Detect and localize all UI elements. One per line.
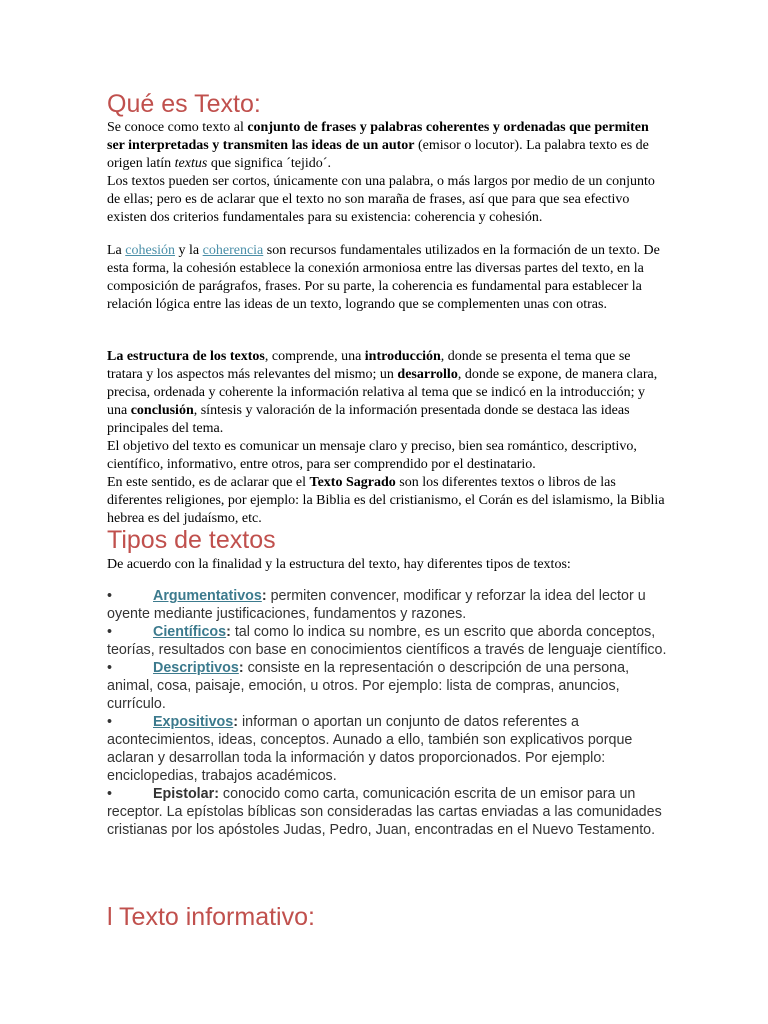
list-item: • Epistolar: conocido como carta, comunicación escrita de un emisor para un receptor. La epístolas bíblicas son consideradas las cartas enviadas a las comunidades cristianas por los apóstoles Judas, Pedro, Juan, encontradas en el Nuevo Testamento.: [107, 786, 662, 838]
cohesion-link[interactable]: cohesión: [125, 243, 176, 258]
cientificos-link[interactable]: Científicos: [153, 624, 227, 640]
intro-paragraph-2: Los textos pueden ser cortos, únicamente con una palabra, o más largos por medio de un conjunto de ellas; pero es de aclarar que el texto no son maraña de frases, así que para que sea efectivo existen dos criterios fundamentales para su existencia: coherencia y cohesión.: [107, 174, 655, 225]
list-item: • Expositivos: informan o aportan un conjunto de datos referentes a acontecimientos, ideas, conceptos. Aunado a ello, también son explicativos porque aclaran y desarrollan toda la información y datos proporcionados. Por ejemplo: enciclopedias, trabajos académicos.: [107, 714, 633, 784]
list-item: • Científicos: tal como lo indica su nombre, es un escrito que aborda conceptos, teorías, resultados con base en conocimientos científicos a través de lenguaje científico.: [107, 624, 667, 658]
texto-sagrado-paragraph: En este sentido, es de aclarar que el Texto Sagrado son los diferentes textos o libros de las diferentes religiones, por ejemplo: la Biblia es del cristianismo, el Corán es del islamismo, la Biblia hebrea es del judaísmo, etc.: [107, 475, 665, 526]
intro-section: [107, 119, 667, 227]
list-item: • Descriptivos: consiste en la representación o descripción de una persona, animal, cosa, paisaje, emoción, u otros. Por ejemplo: lista de compras, anuncios, currículo.: [107, 660, 630, 712]
estructura-paragraph: La estructura de los textos, comprende, una introducción, donde se presenta el tema que se tratara y los aspectos más relevantes del mismo; un desarrollo, donde se expone, de manera clara, precisa, ordenada y coherente la información relativa al tema que se indicó en la introducción; y una conclusión, síntesis y valoración de la información presentada donde se destaca las ideas principales del tema.: [107, 349, 658, 436]
intro-paragraph: Se conoce como texto al conjunto de frases y palabras coherentes y ordenadas que permiten ser interpretadas y transmiten las ideas de un autor (emisor o locutor). La palabra texto es de origen latín textus que significa ´tejido´.: [107, 120, 649, 171]
objetivo-paragraph: El objetivo del texto es comunicar un mensaje claro y preciso, bien sea romántico, descriptivo, científico, informativo, entre otros, para ser comprendido por el destinatario.: [107, 439, 637, 472]
expositivos-link[interactable]: Expositivos: [153, 714, 234, 730]
tipos-list: [107, 587, 667, 839]
intro-bold-definition: conjunto de frases y palabras coherentes y ordenadas que permiten ser interpretadas y transmiten las ideas de un autor: [107, 120, 649, 153]
intro-italic-textus: textus: [174, 156, 208, 171]
estructura-section: [107, 348, 667, 528]
cohesion-paragraph: La cohesión y la coherencia son recursos fundamentales utilizados en la formación de un texto. De esta forma, la cohesión establece la conexión armoniosa entre las diversas partes del texto, en la composición de parágrafos, frases. Por su parte, la coherencia es fundamental para establecer la relación lógica entre las ideas de un texto, logrando que se complementen unas con otras.: [107, 243, 660, 312]
heading-tipos-de-textos: Tipos de textos: [107, 526, 276, 554]
tipos-intro: De acuerdo con la finalidad y la estructura del texto, hay diferentes tipos de textos:: [107, 557, 571, 572]
heading-que-es-texto: Qué es Texto:: [107, 90, 261, 118]
cohesion-section: [107, 242, 667, 314]
coherencia-link[interactable]: coherencia: [202, 243, 264, 258]
heading-texto-informativo: l Texto informativo:: [107, 903, 315, 931]
list-item: • Argumentativos: permiten convencer, modificar y reforzar la idea del lector u oyente mediante justificaciones, fundamentos y razones.: [107, 588, 646, 622]
descriptivos-link[interactable]: Descriptivos: [153, 660, 239, 676]
argumentativos-link[interactable]: Argumentativos: [153, 588, 262, 604]
epistolar-term: Epistolar: [153, 786, 215, 802]
